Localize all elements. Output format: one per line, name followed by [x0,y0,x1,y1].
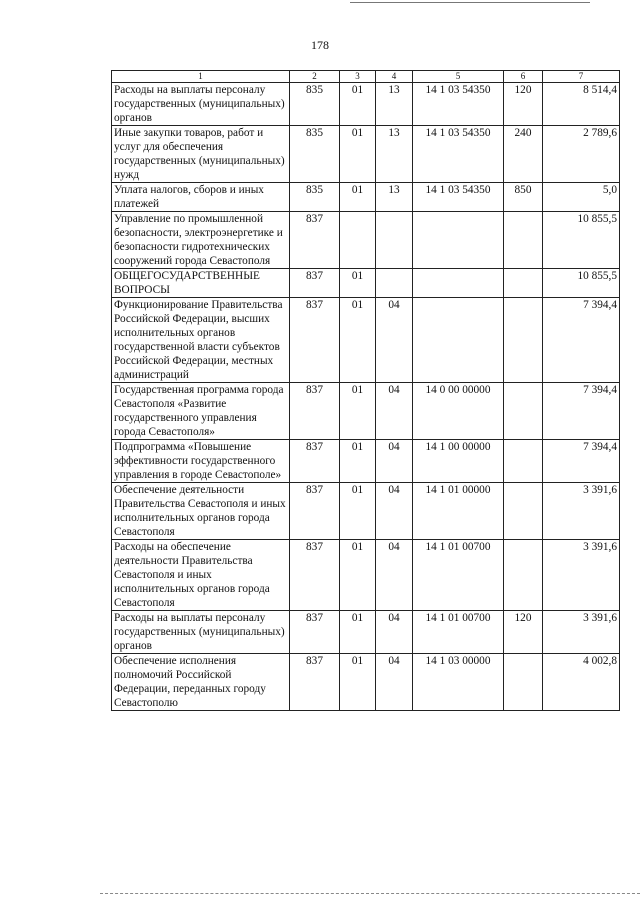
amount-cell: 2 789,6 [543,126,620,183]
row-name-cell: Иные закупки товаров, работ и услуг для обеспечения государственных (муниципальных) нужд [112,126,290,183]
amount-cell: 7 394,4 [543,383,620,440]
subsection-code-cell: 04 [376,611,413,654]
table-body [112,83,620,711]
section-code-cell: 01 [340,483,376,540]
subsection-code-cell: 13 [376,183,413,212]
header-cell: 4 [376,71,413,83]
table-row [112,298,620,383]
amount-cell: 7 394,4 [543,440,620,483]
header-cell: 6 [504,71,543,83]
section-code-cell: 01 [340,126,376,183]
header-cell: 2 [290,71,340,83]
section-code-cell: 01 [340,83,376,126]
ministry-code-cell: 835 [290,183,340,212]
target-article-cell [413,298,504,383]
row-name-cell: Управление по промышленной безопасности, электроэнергетике и безопасности гидротехнических сооружений города Севастополя [112,212,290,269]
expense-type-cell [504,298,543,383]
top-rule [350,2,590,3]
expense-type-cell: 240 [504,126,543,183]
header-cell: 5 [413,71,504,83]
section-code-cell: 01 [340,269,376,298]
table-row [112,440,620,483]
subsection-code-cell: 04 [376,540,413,611]
target-article-cell: 14 1 03 54350 [413,126,504,183]
expense-type-cell [504,212,543,269]
table-row [112,83,620,126]
target-article-cell: 14 1 03 54350 [413,183,504,212]
target-article-cell: 14 1 01 00700 [413,540,504,611]
table-row [112,212,620,269]
amount-cell: 10 855,5 [543,212,620,269]
expense-type-cell [504,654,543,711]
section-code-cell: 01 [340,611,376,654]
target-article-cell: 14 1 00 00000 [413,440,504,483]
header-row [112,71,620,83]
header-cell: 7 [543,71,620,83]
ministry-code-cell: 837 [290,540,340,611]
target-article-cell: 14 1 01 00700 [413,611,504,654]
row-name-cell: Обеспечение исполнения полномочий Российской Федерации, переданных городу Севастополю [112,654,290,711]
row-name-cell: ОБЩЕГОСУДАРСТВЕННЫЕ ВОПРОСЫ [112,269,290,298]
ministry-code-cell: 837 [290,383,340,440]
expense-type-cell [504,483,543,540]
subsection-code-cell: 13 [376,126,413,183]
subsection-code-cell: 04 [376,440,413,483]
table-row [112,540,620,611]
target-article-cell: 14 1 03 00000 [413,654,504,711]
amount-cell: 4 002,8 [543,654,620,711]
table-row [112,183,620,212]
target-article-cell: 14 1 01 00000 [413,483,504,540]
expense-type-cell: 850 [504,183,543,212]
expense-type-cell [504,383,543,440]
section-code-cell [340,212,376,269]
subsection-code-cell: 04 [376,483,413,540]
ministry-code-cell: 837 [290,611,340,654]
table-row [112,126,620,183]
section-code-cell: 01 [340,540,376,611]
subsection-code-cell: 04 [376,383,413,440]
amount-cell: 10 855,5 [543,269,620,298]
row-name-cell: Расходы на обеспечение деятельности Правительства Севастополя и иных исполнительных органов города Севастополя [112,540,290,611]
amount-cell: 5,0 [543,183,620,212]
amount-cell: 3 391,6 [543,540,620,611]
table-row [112,654,620,711]
budget-table [111,70,620,711]
row-name-cell: Обеспечение деятельности Правительства Севастополя и иных исполнительных органов города Севастополя [112,483,290,540]
target-article-cell [413,269,504,298]
expense-type-cell [504,540,543,611]
ministry-code-cell: 837 [290,212,340,269]
ministry-code-cell: 835 [290,83,340,126]
row-name-cell: Государственная программа города Севастополя «Развитие государственного управления города Севастополя» [112,383,290,440]
section-code-cell: 01 [340,654,376,711]
ministry-code-cell: 837 [290,298,340,383]
table-row [112,383,620,440]
section-code-cell: 01 [340,383,376,440]
expense-type-cell: 120 [504,83,543,126]
row-name-cell: Уплата налогов, сборов и иных платежей [112,183,290,212]
expense-type-cell: 120 [504,611,543,654]
target-article-cell [413,212,504,269]
subsection-code-cell [376,212,413,269]
section-code-cell: 01 [340,183,376,212]
amount-cell: 7 394,4 [543,298,620,383]
ministry-code-cell: 837 [290,269,340,298]
page-number: 178 [311,38,329,52]
subsection-code-cell: 04 [376,654,413,711]
bottom-rule [100,893,640,894]
table-row [112,269,620,298]
amount-cell: 3 391,6 [543,483,620,540]
header-cell: 1 [112,71,290,83]
amount-cell: 3 391,6 [543,611,620,654]
expense-type-cell [504,269,543,298]
section-code-cell: 01 [340,298,376,383]
ministry-code-cell: 835 [290,126,340,183]
subsection-code-cell [376,269,413,298]
subsection-code-cell: 04 [376,298,413,383]
expense-type-cell [504,440,543,483]
target-article-cell: 14 1 03 54350 [413,83,504,126]
row-name-cell: Расходы на выплаты персоналу государственных (муниципальных) органов [112,611,290,654]
row-name-cell: Функционирование Правительства Российской Федерации, высших исполнительных органов государственной власти субъектов Российской Федерации, местных администраций [112,298,290,383]
table-row [112,483,620,540]
table-row [112,611,620,654]
row-name-cell: Расходы на выплаты персоналу государственных (муниципальных) органов [112,83,290,126]
subsection-code-cell: 13 [376,83,413,126]
target-article-cell: 14 0 00 00000 [413,383,504,440]
ministry-code-cell: 837 [290,654,340,711]
header-cell: 3 [340,71,376,83]
ministry-code-cell: 837 [290,483,340,540]
ministry-code-cell: 837 [290,440,340,483]
section-code-cell: 01 [340,440,376,483]
row-name-cell: Подпрограмма «Повышение эффективности государственного управления в городе Севастополе» [112,440,290,483]
amount-cell: 8 514,4 [543,83,620,126]
